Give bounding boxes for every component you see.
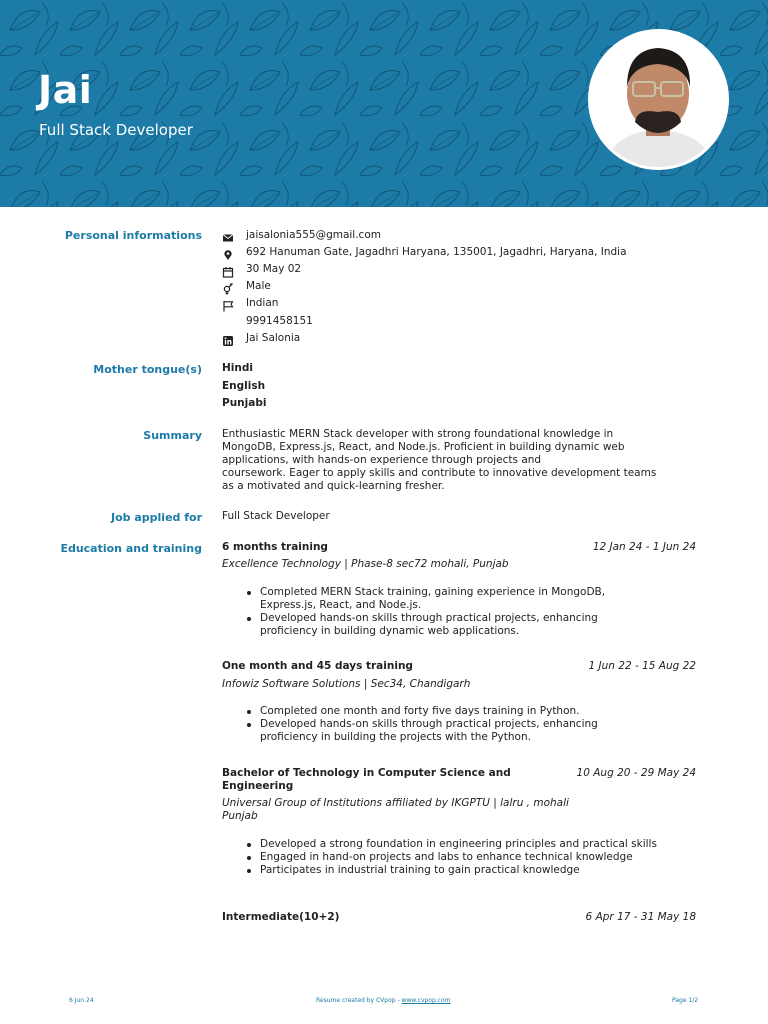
- nationality-value: Indian: [246, 297, 279, 309]
- personal-email-row: [222, 228, 381, 242]
- address-value: 692 Hanuman Gate, Jagadhri Haryana, 135001, Jagadhri, Haryana, India: [246, 246, 627, 258]
- personal-dob-row: [222, 262, 301, 276]
- education-title: Intermediate(10+2): [222, 911, 340, 923]
- section-label-personal: Personal informations: [64, 229, 202, 242]
- gender-value: Male: [246, 280, 271, 292]
- email-value[interactable]: jaisalonia555@gmail.com: [246, 229, 381, 241]
- list-item: Developed hands-on skills through practical projects, enhancing proficiency in building dynamic web applications.: [260, 612, 640, 638]
- education-title: 6 months training: [222, 541, 328, 553]
- gender-icon: [222, 280, 234, 292]
- list-item: Engaged in hand-on projects and labs to enhance technical knowledge: [260, 851, 670, 864]
- dob-value: 30 May 02: [246, 263, 302, 275]
- education-title: Bachelor of Technology in Computer Science and Engineering: [222, 767, 511, 792]
- personal-linkedin-row: [222, 331, 300, 345]
- language-item: Punjabi: [222, 397, 267, 409]
- calendar-icon: [222, 263, 234, 275]
- language-item: English: [222, 380, 266, 392]
- footer-page-number: Page 1/2: [672, 997, 699, 1004]
- list-item: Completed one month and forty five days training in Python.: [260, 705, 640, 718]
- personal-gender-row: [222, 279, 271, 293]
- summary-line: Enthusiastic MERN Stack developer with strong foundational knowledge in: [222, 428, 614, 440]
- summary-line: MongoDB, Express.js, React, and Node.js. Proficient in building dynamic web: [222, 441, 625, 453]
- education-dates: 10 Aug 20 - 29 May 24: [576, 767, 696, 779]
- header-banner: [0, 0, 768, 207]
- personal-phone-row: [222, 314, 313, 328]
- summary-text: [222, 428, 692, 493]
- education-org: Infowiz Software Solutions | Sec34, Chandigarh: [222, 678, 471, 690]
- personal-address-row: [222, 245, 627, 259]
- job-applied-value: Full Stack Developer: [222, 510, 330, 522]
- language-item: Hindi: [222, 362, 253, 374]
- personal-nationality-row: [222, 296, 278, 310]
- flag-icon: [222, 297, 234, 309]
- phone-value: 9991458151: [246, 315, 313, 327]
- linkedin-icon: [222, 332, 234, 344]
- footer-credit-prefix: Resume created by CVpop -: [316, 997, 402, 1004]
- envelope-icon: [222, 229, 234, 241]
- list-item: Developed a strong foundation in engineering principles and practical skills: [260, 838, 670, 851]
- candidate-title: Full Stack Developer: [39, 121, 193, 139]
- summary-line: coursework. Eager to apply skills and contribute to innovative development teams: [222, 467, 657, 479]
- education-bullets: [260, 586, 640, 638]
- education-bullets: [260, 838, 670, 877]
- linkedin-value[interactable]: Jai Salonia: [246, 332, 301, 344]
- section-label-education: Education and training: [60, 542, 202, 555]
- profile-photo: [588, 29, 729, 170]
- list-item: Completed MERN Stack training, gaining experience in MongoDB, Express.js, React, and Node.js.: [260, 586, 640, 612]
- section-label-summary: Summary: [143, 429, 202, 442]
- section-label-job: Job applied for: [111, 511, 202, 524]
- footer-date: 6 Jun 24: [69, 997, 94, 1004]
- education-org: Excellence Technology | Phase-8 sec72 mohali, Punjab: [222, 558, 509, 570]
- phone-icon-blank: [222, 315, 234, 327]
- candidate-name: Jai: [38, 68, 93, 112]
- education-bullets: [260, 705, 640, 744]
- cvpop-link[interactable]: www.cvpop.com: [401, 997, 451, 1004]
- education-dates: 12 Jan 24 - 1 Jun 24: [592, 541, 696, 553]
- list-item: Developed hands-on skills through practical projects, enhancing proficiency in building the projects with the Python.: [260, 718, 640, 744]
- education-dates: 1 Jun 22 - 15 Aug 22: [588, 660, 696, 672]
- location-pin-icon: [222, 246, 234, 258]
- education-dates: 6 Apr 17 - 31 May 18: [585, 911, 696, 923]
- summary-line: applications, with hands-on experience through projects and: [222, 454, 542, 466]
- summary-line: as a motivated and quick-learning fresher.: [222, 480, 445, 492]
- education-org: Universal Group of Institutions affiliated by IKGPTU | lalru , mohali Punjab: [222, 797, 569, 822]
- list-item: Participates in industrial training to gain practical knowledge: [260, 864, 670, 877]
- section-label-mother-tongue: Mother tongue(s): [93, 363, 202, 376]
- footer-credit: [316, 997, 451, 1004]
- education-title: One month and 45 days training: [222, 660, 413, 672]
